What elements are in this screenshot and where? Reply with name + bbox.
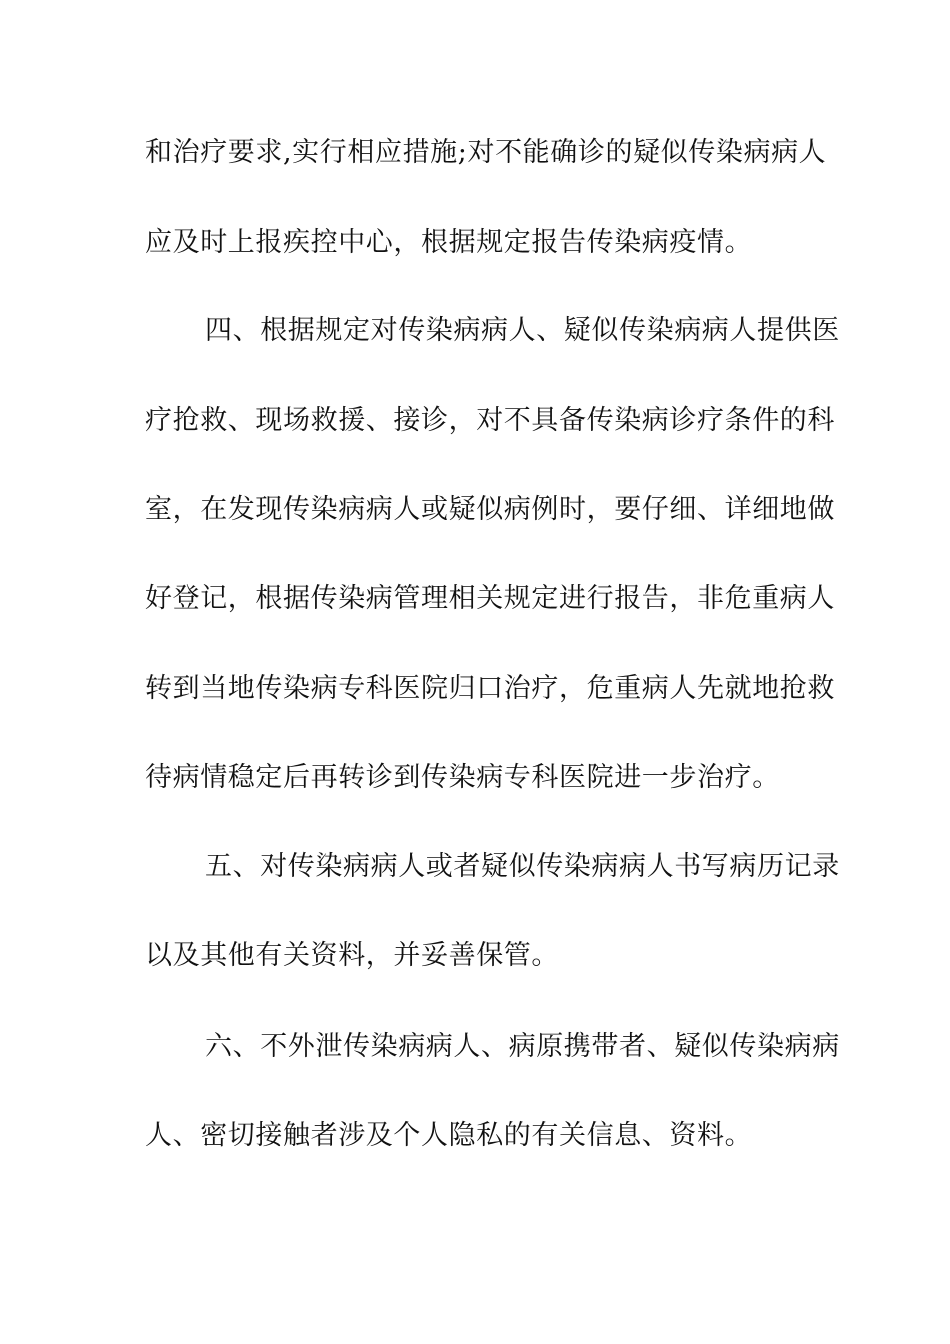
paragraph-line: 好登记，根据传染病管理相关规定进行报告，非危重病人 bbox=[145, 583, 835, 614]
paragraph-line: 疗抢救、现场救援、接诊，对不具备传染病诊疗条件的科 bbox=[145, 405, 835, 436]
paragraph-line-section-5: 五、对传染病病人或者疑似传染病病人书写病历记录 bbox=[205, 851, 840, 882]
paragraph-line-section-6: 六、不外泄传染病病人、病原携带者、疑似传染病病 bbox=[205, 1031, 840, 1062]
paragraph-line: 以及其他有关资料，并妥善保管。 bbox=[145, 940, 559, 971]
paragraph-line: 人、密切接触者涉及个人隐私的有关信息、资料。 bbox=[145, 1120, 753, 1151]
paragraph-line-section-4: 四、根据规定对传染病病人、疑似传染病病人提供医 bbox=[205, 315, 840, 346]
paragraph-line: 待病情稳定后再转诊到传染病专科医院进一步治疗。 bbox=[145, 762, 780, 793]
paragraph-line: 和治疗要求,实行相应措施;对不能确诊的疑似传染病病人 bbox=[145, 137, 827, 168]
paragraph-line: 室，在发现传染病病人或疑似病例时，要仔细、详细地做 bbox=[145, 494, 835, 525]
paragraph-line: 应及时上报疾控中心，根据规定报告传染病疫情。 bbox=[145, 227, 753, 258]
paragraph-line: 转到当地传染病专科医院归口治疗，危重病人先就地抢救 bbox=[145, 673, 835, 704]
